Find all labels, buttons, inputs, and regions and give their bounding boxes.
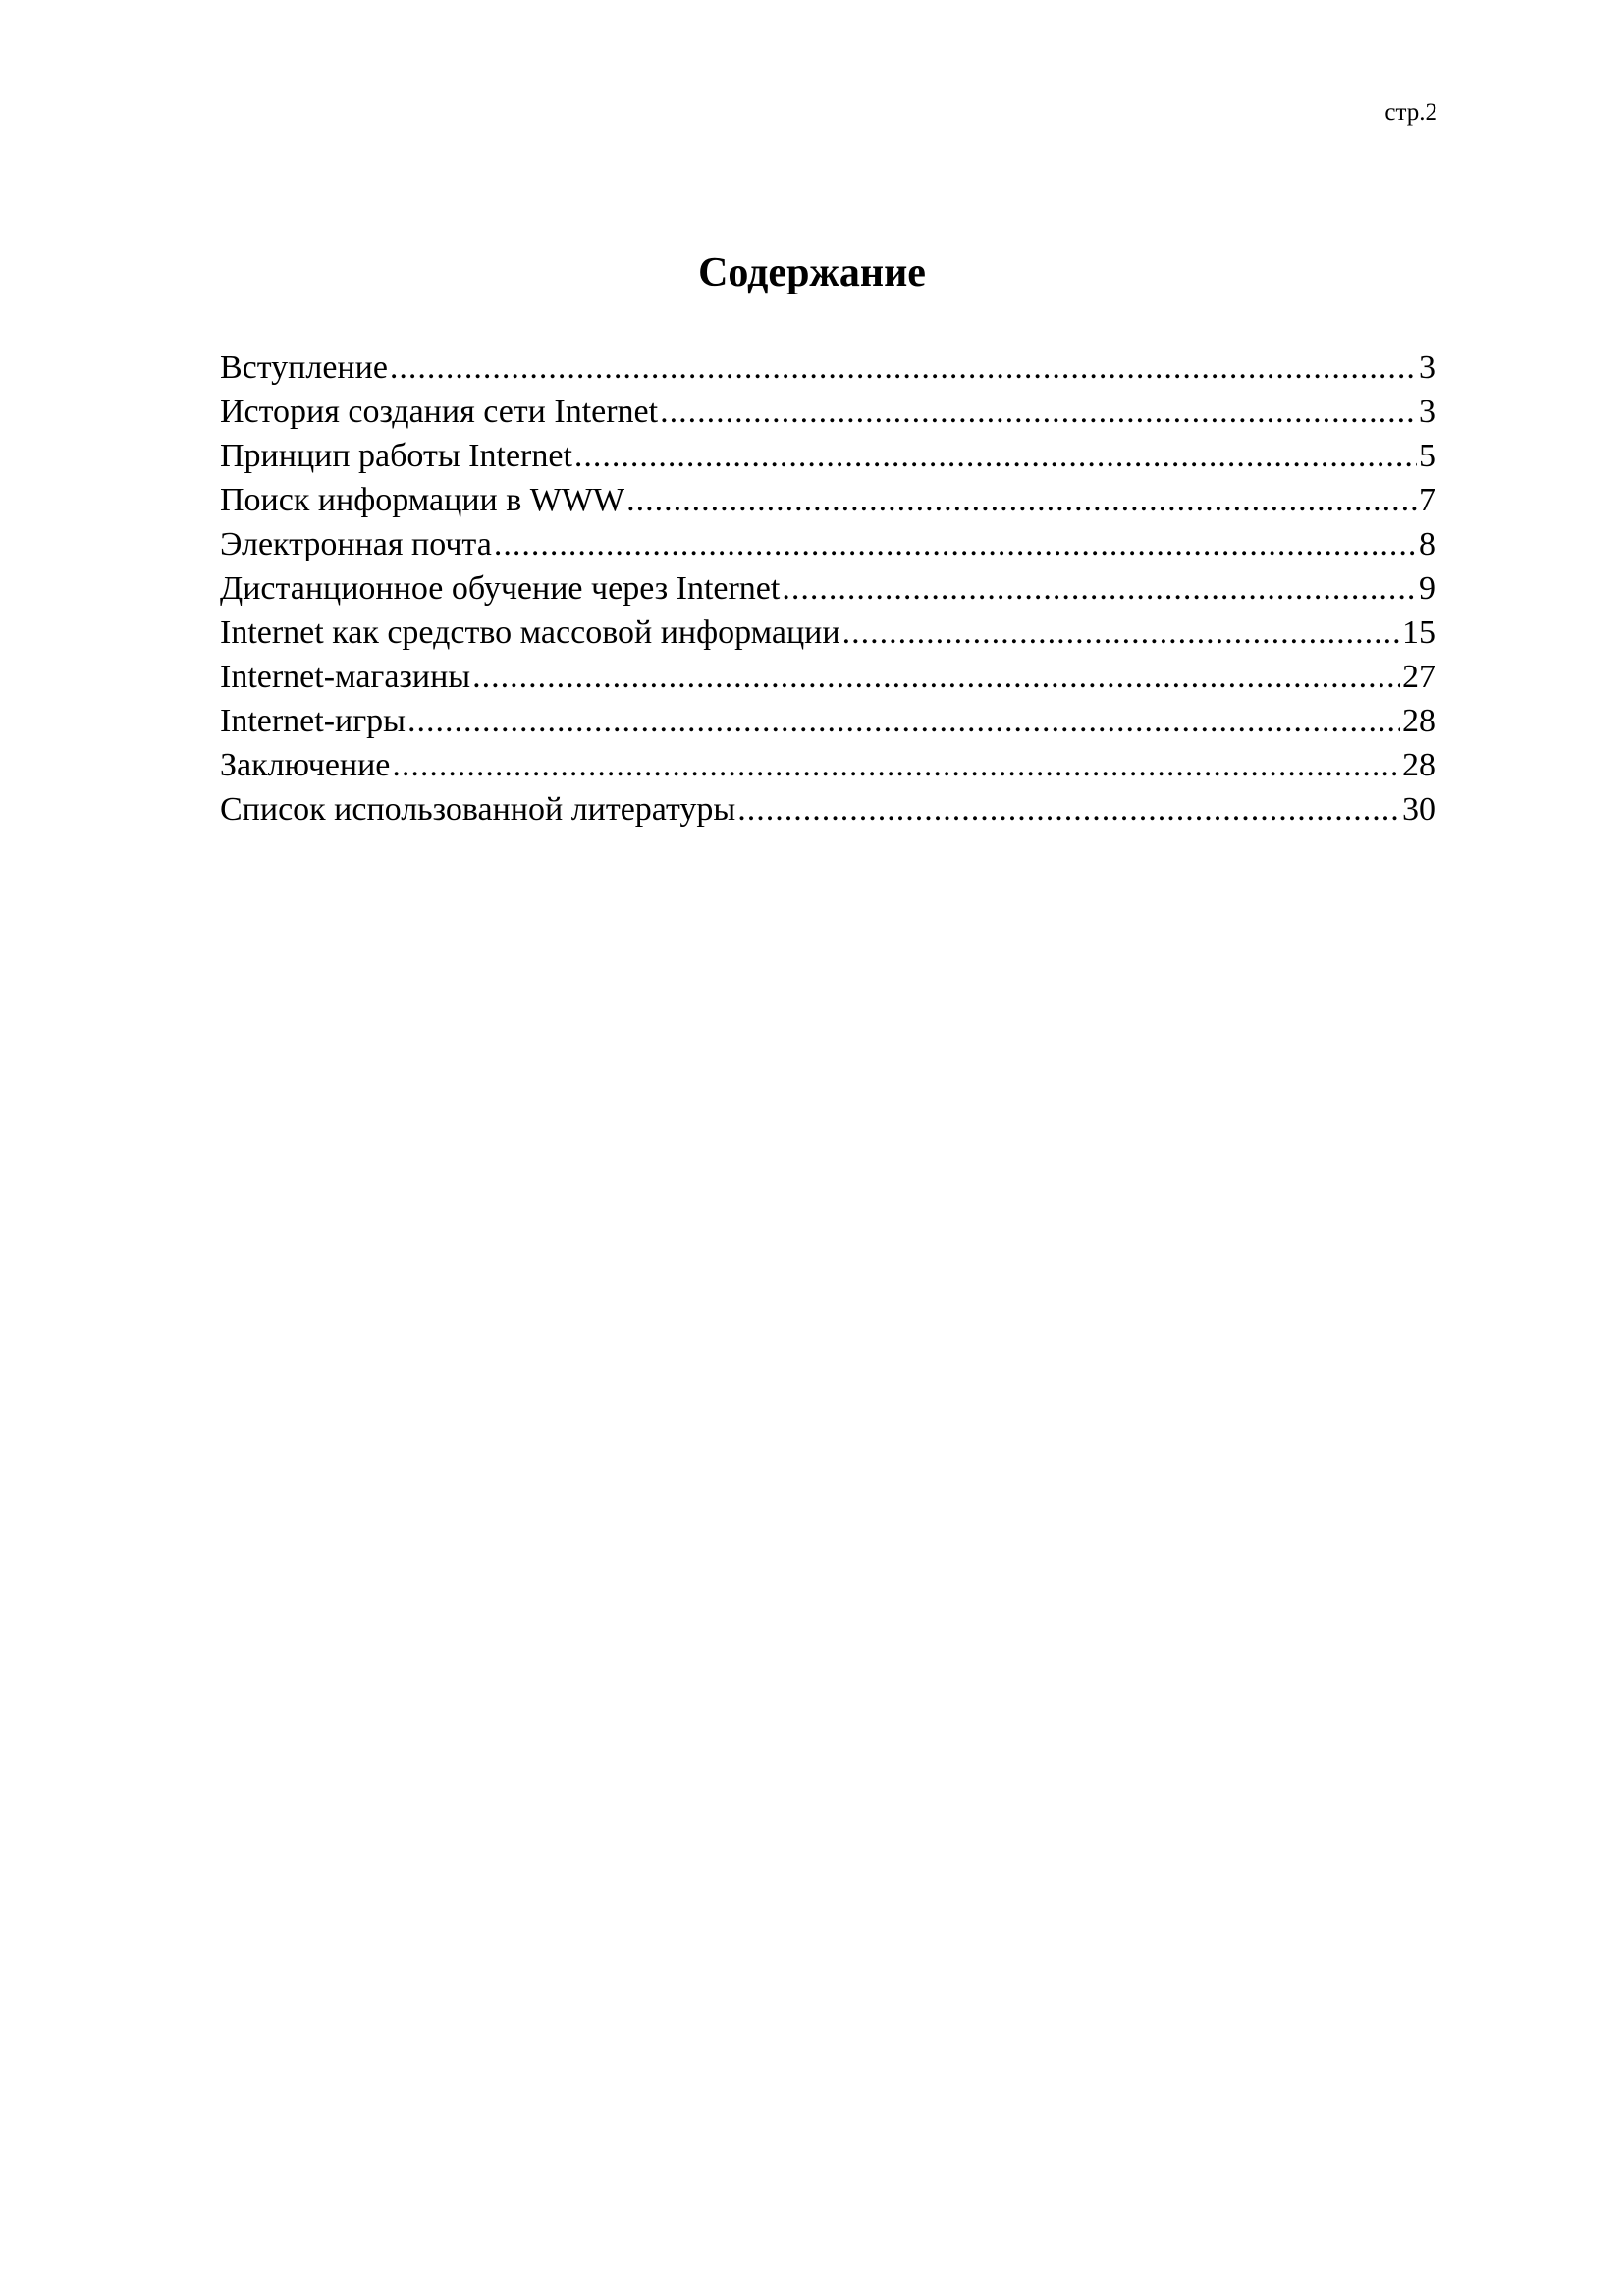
toc-entry-label: Internet-игры xyxy=(220,703,406,739)
toc-dot-leader xyxy=(574,434,1417,478)
toc-entry-label: Электронная почта xyxy=(220,526,492,562)
toc-dot-leader xyxy=(392,743,1400,787)
toc-title: Содержание xyxy=(698,250,926,295)
toc-dot-leader xyxy=(626,478,1417,522)
toc-entry[interactable] xyxy=(220,611,1435,655)
toc-entry[interactable] xyxy=(220,699,1435,743)
toc-entry[interactable] xyxy=(220,390,1435,434)
toc-entry-page: 27 xyxy=(1402,659,1435,695)
toc-entry[interactable] xyxy=(220,346,1435,390)
toc-dot-leader xyxy=(660,390,1417,434)
toc-entry-page: 28 xyxy=(1402,747,1435,783)
toc-entry-label: Список использованной литературы xyxy=(220,791,736,828)
toc-entry-label: Internet-магазины xyxy=(220,659,471,695)
toc-entry[interactable] xyxy=(220,566,1435,611)
page-number: стр.2 xyxy=(1384,99,1437,126)
toc-entry[interactable] xyxy=(220,655,1435,699)
toc-entry-page: 7 xyxy=(1419,482,1435,518)
toc-entry-label: История создания сети Internet xyxy=(220,394,659,430)
toc-entry-page: 3 xyxy=(1419,349,1435,386)
toc-dot-leader xyxy=(390,346,1417,390)
toc-entry-page: 28 xyxy=(1402,703,1435,739)
toc-entry-page: 5 xyxy=(1419,438,1435,474)
toc-entry-page: 9 xyxy=(1419,570,1435,607)
toc-entry[interactable] xyxy=(220,478,1435,522)
toc-entry-label: Принцип работы Internet xyxy=(220,438,572,474)
toc-dot-leader xyxy=(472,655,1400,699)
toc-entry-label: Заключение xyxy=(220,747,391,783)
toc-entry-label: Вступление xyxy=(220,349,388,386)
toc-entry[interactable] xyxy=(220,787,1435,831)
toc-entry-label: Поиск информации в WWW xyxy=(220,482,625,518)
toc-dot-leader xyxy=(842,611,1400,655)
toc-dot-leader xyxy=(737,787,1400,831)
toc-entry-page: 8 xyxy=(1419,526,1435,562)
toc-dot-leader xyxy=(407,699,1400,743)
toc-entry[interactable] xyxy=(220,743,1435,787)
table-of-contents xyxy=(220,346,1435,831)
toc-entry-page: 3 xyxy=(1419,394,1435,430)
toc-entry[interactable] xyxy=(220,434,1435,478)
toc-entry-label: Дистанционное обучение через Internet xyxy=(220,570,781,607)
toc-dot-leader xyxy=(494,522,1417,566)
toc-entry-page: 30 xyxy=(1402,791,1435,828)
toc-entry-page: 15 xyxy=(1402,614,1435,651)
toc-entry-label: Internet как средство массовой информации xyxy=(220,614,840,651)
toc-dot-leader xyxy=(782,566,1417,611)
toc-entry[interactable] xyxy=(220,522,1435,566)
